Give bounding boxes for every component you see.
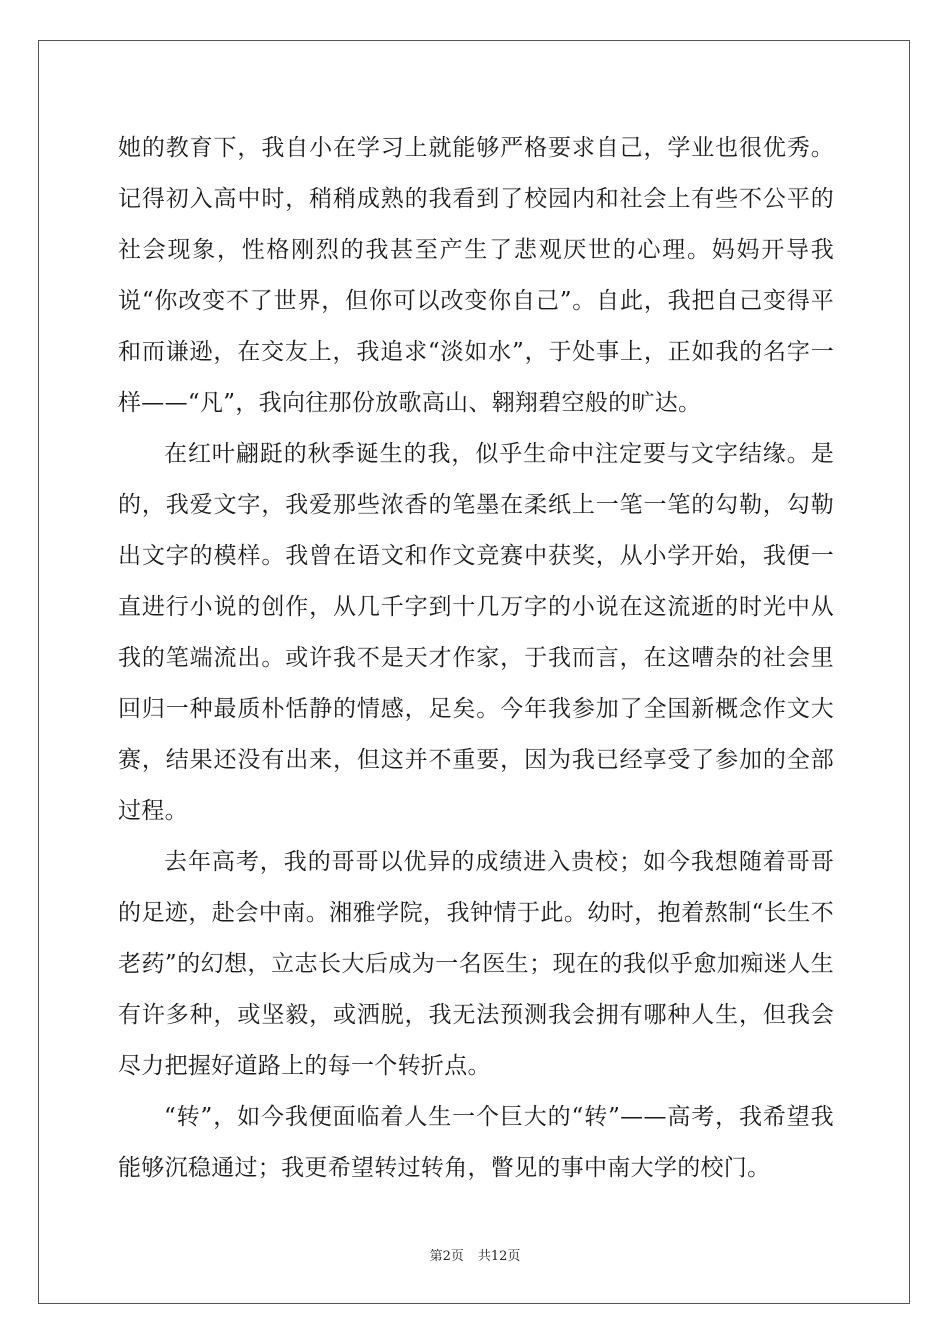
page-footer — [0, 1245, 950, 1264]
paragraph-2: 在红叶翩跹的秋季诞生的我，似乎生命中注定要与文字结缘。是的，我爱文字，我爱那些浓香的笔墨在柔纸上一笔一笔的勾勒，勾勒出文字的模样。我曾在语文和作文竞赛中获奖，从小学开始，我便一直进行小说的创作，从几千字到十几万字的小说在这流逝的时光中从我的笔端流出。或许我不是天才作家，于我而言，在这嘈杂的社会里回归一种最质朴恬静的情感，足矣。今年我参加了全国新概念作文大赛，结果还没有出来，但这并不重要，因为我已经享受了参加的全部过程。 — [118, 441, 834, 824]
paragraph-1: 她的教育下，我自小在学习上就能够严格要求自己，学业也很优秀。记得初入高中时，稍稍成熟的我看到了校园内和社会上有些不公平的社会现象，性格刚烈的我甚至产生了悲观厌世的心理。妈妈开导我说“你改变不了世界，但你可以改变你自己”。自此，我把自己变得平和而谦逊，在交友上，我追求“淡如水”，于处事上，正如我的名字一样——“凡”，我向往那份放歌高山、翱翔碧空般的旷达。 — [118, 135, 834, 416]
paragraph-4: “转”，如今我便面临着人生一个巨大的“转”——高考，我希望我能够沉稳通过；我更希望转过转角，瞥见的事中南大学的校门。 — [118, 1104, 834, 1181]
paragraph-3: 去年高考，我的哥哥以优异的成绩进入贵校；如今我想随着哥哥的足迹，赴会中南。湘雅学院，我钟情于此。幼时，抱着熬制“长生不老药”的幻想，立志长大后成为一名医生；现在的我似乎愈加痴迷人生有许多种，或坚毅，或洒脱，我无法预测我会拥有哪种人生，但我会尽力把握好道路上的每一个转折点。 — [118, 849, 834, 1079]
page-total: 共12页 — [477, 1249, 521, 1264]
document-body — [118, 123, 834, 1194]
page-number: 第2页 — [429, 1249, 464, 1264]
